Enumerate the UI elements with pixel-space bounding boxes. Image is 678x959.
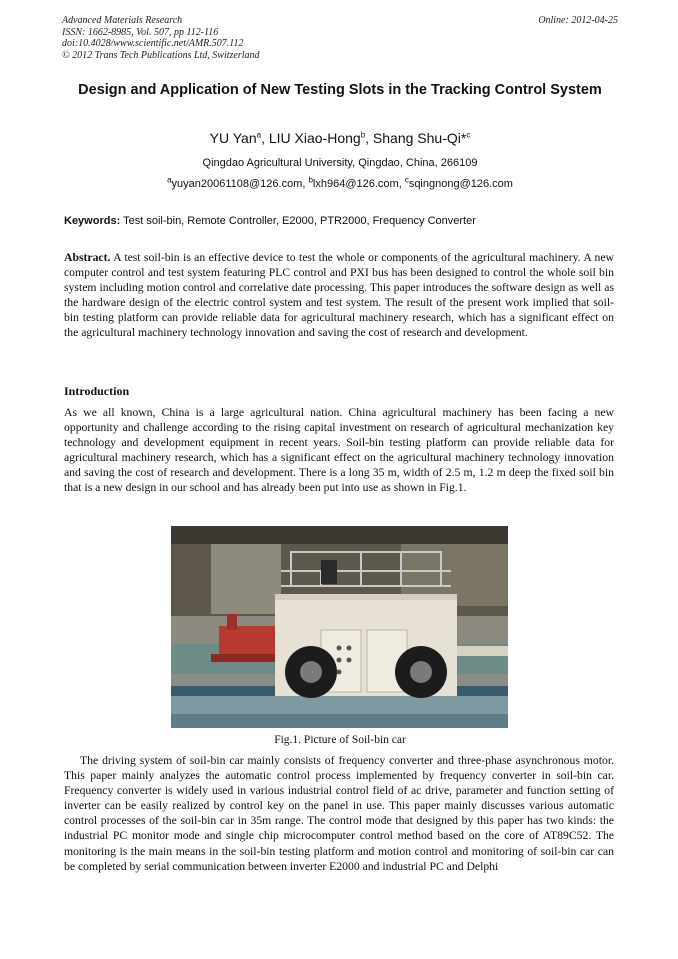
doi-line: doi:10.4028/www.scientific.net/AMR.507.112 bbox=[62, 38, 244, 49]
keywords-text: Test soil-bin, Remote Controller, E2000, PTR2000, Frequency Converter bbox=[120, 215, 476, 227]
paper-title: Design and Application of New Testing Slots in the Tracking Control System bbox=[78, 82, 602, 98]
author-1-sup: a bbox=[256, 130, 262, 140]
journal-name: Advanced Materials Research bbox=[62, 15, 183, 26]
figure-caption: Fig.1. Picture of Soil-bin car bbox=[274, 734, 406, 746]
author-3: Shang Shu-Qi* bbox=[372, 130, 467, 146]
body-paragraph: The driving system of soil-bin car mainly consists of frequency converter and three-phase asynchronous motor. This paper mainly analyzes the automatic control process implemented by frequency converter in soil-bin car. Frequency converter is widely used in various industrial control field of ac drive, parameter and function setting of inverter can be easily realized by control key on the panel in use. This paper mainly discusses various automatic control processes of the soil-bin car in 35m range. The control mode that designed by this paper has two kinds: the industrial PC monitor mode and single chip microcomputer control method based on the core of AT89C52. The monitoring is the main means in the soil-bin testing platform and motion control and monitoring of soil-bin car can be completed by serial communication between inverter E2000 and industrial PC and Delphi bbox=[64, 754, 614, 873]
copyright-line: © 2012 Trans Tech Publications Ltd, Switzerland bbox=[62, 49, 260, 61]
soil-bin-car-illustration bbox=[171, 526, 508, 728]
email-3-sup: c bbox=[404, 175, 409, 185]
author-2: LIU Xiao-Hong bbox=[268, 130, 361, 146]
keywords-label: Keywords: bbox=[64, 215, 121, 227]
issn-line: ISSN: 1662-8985, Vol. 507, pp 112-116 bbox=[62, 26, 219, 38]
author-1: YU Yan bbox=[209, 130, 257, 146]
journal-header bbox=[62, 15, 618, 61]
email-1[interactable]: yuyan20061108@126.com, bbox=[171, 178, 306, 190]
affiliation: Qingdao Agricultural University, Qingdao, China, 266109 bbox=[202, 157, 478, 169]
introduction-paragraph: As we all known, China is a large agricultural nation. China agricultural machinery has been facing a new opportunity and challenge according to the rising capital investment on research of agricultural mechanization key technology and development equipment in recent years. Soil-bin testing platform can provide reliable data for agricultural machinery research, which has a significant effect on the agricultural machinery technology innovation and saving the cost of research and development. There is a long 35 m, width of 2.5 m, 1.2 m deep the fixed soil bin that is a new design in our school and has already been put into use as shown in Fig.1. bbox=[64, 406, 614, 495]
online-date: Online: 2012-04-25 bbox=[538, 15, 618, 26]
abstract-paragraph bbox=[64, 250, 614, 341]
email-list bbox=[62, 175, 618, 191]
abstract-label: Abstract. bbox=[64, 251, 111, 264]
email-1-sup: a bbox=[167, 175, 172, 185]
introduction-heading: Introduction bbox=[64, 384, 130, 398]
email-2-sup: b bbox=[308, 175, 313, 185]
author-2-sup: b bbox=[360, 130, 366, 140]
email-3[interactable]: sqingnong@126.com bbox=[408, 178, 513, 190]
author-list: YU Yan$^a$, LIU Xiao-Hong$^b$, Shang Shu-Qi*$^c$ bbox=[209, 130, 471, 146]
email-2[interactable]: lxh964@126.com, bbox=[312, 178, 402, 190]
keywords-line bbox=[64, 214, 618, 228]
soil-bin-car-photo bbox=[171, 526, 508, 728]
abstract-text: A test soil-bin is an effective device to test the whole or components of the agricultural machinery. A new computer control and test system featuring PLC control and PXI bus has been designed to control the whole soil bin system including motion control and correlative date processing. This paper introduces the software design as well as the hardware design of the electric control system and test system. The result of the present work implied that soil-bin testing platform can provide reliable data for agricultural machinery research, which has a significant effect on the agricultural machinery technology innovation and saving the cost of research and development. bbox=[64, 251, 614, 340]
author-3-sup: c bbox=[466, 130, 471, 140]
